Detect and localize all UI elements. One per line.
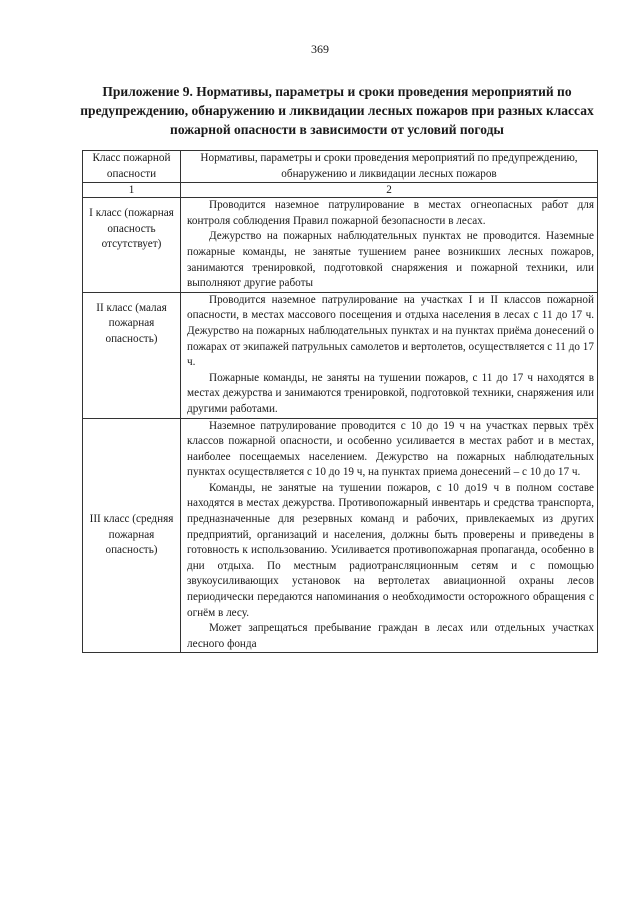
measure-paragraph: Проводится наземное патрулирование в местах огнеопасных работ для контроля соблюдения Правил пожарной безопасности в лесах. <box>187 199 594 227</box>
table-header-row <box>83 151 598 183</box>
class-measures-3 <box>181 418 598 653</box>
table-row <box>83 198 598 293</box>
column-header-norms: Нормативы, параметры и сроки проведения мероприятий по предупреждению, обнаружению и ликвидации лесных пожаров <box>181 151 598 183</box>
class-measures-2 <box>181 292 598 418</box>
column-number-1: 1 <box>83 183 181 198</box>
class-label-3: III класс (средняя пожарная опасность) <box>83 418 181 653</box>
column-header-class: Класс пожарной опасности <box>83 151 181 183</box>
column-number-2: 2 <box>181 183 598 198</box>
measure-paragraph: Пожарные команды, не заняты на тушении пожаров, с 11 до 17 ч находятся в местах дежурства и занимаются тренировкой, подготовкой техники, снаряжения или другими работами. <box>187 371 594 415</box>
class-label-2: II класс (малая пожарная опасность) <box>83 292 181 418</box>
measure-paragraph: Наземное патрулирование проводится с 10 до 19 ч на участках первых трёх классов пожарной опасности, и особенно усиливается в местах работ и в местах, наиболее посещаемых населением. Дежурство на пожарных наблюдательных пунктах осуществляется с 10 до 19 ч, на пунктах приема донесений – с 10 до 17 ч. <box>187 419 594 479</box>
measure-paragraph: Дежурство на пожарных наблюдательных пунктах не проводится. Наземные пожарные команды, не занятые тушением ранее возникших лесных пожаров, занимаются тренировкой, подготовкой снаряжения и пожарной техники, или выполняют другие работы <box>187 230 594 290</box>
column-number-row <box>83 183 598 198</box>
page-title: Приложение 9. Нормативы, параметры и сроки проведения мероприятий по предупреждению, обнаружению и ликвидации лесных пожаров при разных классах пожарной опасности в зависимости от условий погоды <box>80 84 594 137</box>
measure-paragraph: Команды, не занятые на тушении пожаров, с 10 до19 ч в полном составе находятся в местах дежурства. Противопожарный инвентарь и средства транспорта, предназначенные для резервных команд и рабочих, привлекаемых из других предприятий, организаций и населения, должны быть проверены и приведены в готовность к использованию. Усиливается противопожарная пропаганда, особенно в дни отдыха. По местным радиотрансляционным сетям и с помощью звукоусиливающих установок на вертолетах авиационной охраны лесов периодически передаются напоминания о необходимости осторожного обращения с огнём в лесу. <box>187 481 594 619</box>
page-number: 369 <box>311 42 329 56</box>
measure-paragraph: Проводится наземное патрулирование на участках I и II классов пожарной опасности, в местах массового посещения и отдыха населения в лесах с 11 до 17 ч. Дежурство на пожарных наблюдательных пунктах и на пунктах приёма донесений о пожарах от экипажей патрульных самолетов и вертолетов, осуществляется с 11 до 17 ч. <box>187 293 594 369</box>
measure-paragraph: Может запрещаться пребывание граждан в лесах или отдельных участках лесного фонда <box>187 622 594 650</box>
class-label-1: I класс (пожарная опасность отсутствует) <box>83 198 181 293</box>
class-measures-1 <box>181 198 598 293</box>
norms-table <box>82 150 598 653</box>
table-row <box>83 292 598 418</box>
table-row <box>83 418 598 653</box>
